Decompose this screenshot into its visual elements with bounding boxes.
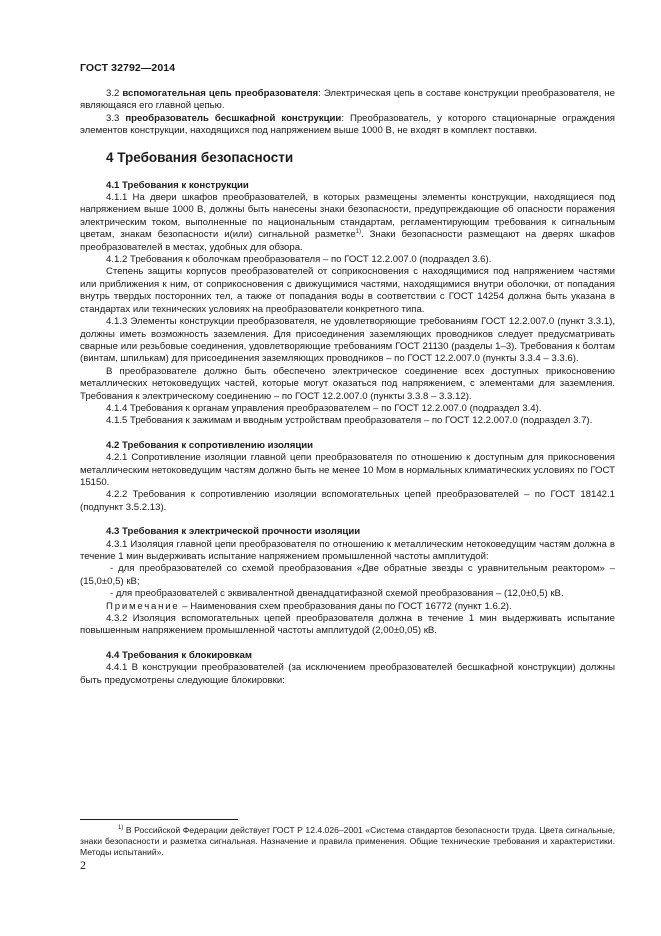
note [80, 601, 615, 613]
list-item: - для преобразователей с эквивалентной двенадцатифазной схемой преобразования – (12,0±0,5) кВ. [110, 588, 564, 600]
clause-text: 4.1.1 На двери шкафов преобразователей, в которых размещены элементы конструкции, находящиеся под напряжением выше 1000 В, должны быть нанесены знаки безопасности, предупреждающие об опасности поражения электрическим током, выполненные по национальным стандартам, регламентирующим требования к сигнальным цветам, знакам безопасности и(или) сигнальной разметке [80, 192, 615, 241]
subsection-heading: 4.4 Требования к блокировкам [106, 649, 252, 661]
document-header: ГОСТ 32792—2014 [80, 62, 176, 74]
footnote-text: В Российской Федерации действует ГОСТ Р 12.4.026–2001 «Система стандартов безопасности труда. Цвета сигнальные, знаки безопасности и разметка сигнальная. Назначение и правила применения. Общие технические требования и характеристики. Методы испытаний». [80, 825, 615, 858]
clause-4-1-3-continued: В преобразователе должно быть обеспечено электрическое соединение всех доступных прикосновению металлических нетоковедущих частей, которые могут оказаться под напряжением, с элементами для заземления. Требования к электрическому соединению – по ГОСТ 12.2.007.0 (пункты 3.3.8 – 3.3.12). [80, 365, 615, 402]
note-label: Примечание [106, 600, 180, 612]
clause-4-2-2: 4.2.2 Требования к сопротивлению изоляции вспомогательных цепей преобразователей – по ГОСТ 18142.1 (подпункт 3.5.2.13). [80, 489, 615, 513]
footnote-marker: 1) [118, 825, 124, 831]
list-item: - для преобразователей со схемой преобразования «Две обратные звезды с уравнительным реактором» – (15,0±0,5) кВ; [80, 563, 615, 587]
footnote [80, 825, 615, 859]
page-body [80, 88, 615, 687]
clause-4-1-3: 4.1.3 Элементы конструкции преобразователя, не удовлетворяющие требованиям ГОСТ 12.2.007.0 (пункт 3.3.1), должны иметь возможность заземления. Для присоединения заземляющих проводников следует предусматривать сварные или резьбовые соединения, удовлетворяющие требованиям ГОСТ 21130 (разделы 1–3). Требования к болтам (винтам, шпилькам) для присоединения заземляющих проводников – по ГОСТ 12.2.007.0 (пункты 3.3.4 – 3.3.6). [80, 316, 615, 365]
clause-4-3-2: 4.3.2 Изоляция вспомогательных цепей преобразователя должна в течение 1 мин выдерживать испытание повышенным напряжением промышленной частоты амплитудой (2,00±0,05) кВ. [80, 613, 615, 637]
clause-4-4-1: 4.4.1 В конструкции преобразователей (за исключением преобразователей бесшкафной конструкции) должны быть предусмотрены следующие блокировки: [80, 662, 615, 686]
footnote-divider [80, 819, 238, 820]
clause-number: 3.2 [106, 88, 120, 99]
clause-number: 3.3 [106, 112, 120, 124]
footnote-reference[interactable]: 1) [355, 229, 361, 236]
subsection-heading: 4.2 Требования к сопротивлению изоляции [106, 439, 314, 451]
subsection-heading: 4.1 Требования к конструкции [106, 179, 249, 191]
clause-4-3-1: 4.3.1 Изоляция главной цепи преобразователя по отношению к металлическим нетоковедущим частям должна в течение 1 мин выдерживать испытание напряжением промышленной частоты амплитудой: [80, 538, 615, 562]
note-text: – Наименования схем преобразования даны по ГОСТ 16772 (пункт 1.6.2). [179, 600, 512, 612]
definition: : Электрическая цепь в составе конструкции преобразователя, не являющаяся его главной цепью. [80, 88, 615, 112]
clause-3-3 [80, 113, 615, 138]
clause-4-2-1: 4.2.1 Сопротивление изоляции главной цепи преобразователя по отношению к доступным для прикосновения металлическим нетоковедущим частям должно быть не менее 10 Мом в нормальных климатических условиях по ГОСТ 15150. [80, 452, 615, 488]
term: преобразователь бесшкафной конструкции [125, 112, 342, 124]
definition: : Преобразователь, у которого стационарные ограждения элементов конструкции, находящихся под напряжением выше 1000 В, не входят в комплект поставки. [80, 112, 616, 137]
clause-4-1-2: 4.1.2 Требования к оболочкам преобразователя – по ГОСТ 12.2.007.0 (подраздел 3.6). [106, 254, 492, 266]
clause-3-2 [80, 88, 615, 113]
subsection-heading: 4.3 Требования к электрической прочности изоляции [106, 526, 361, 538]
clause-4-1-1 [80, 192, 615, 254]
clause-4-1-4: 4.1.4 Требования к органам управления преобразователем – по ГОСТ 12.2.007.0 (подраздел 3.4). [106, 402, 542, 414]
page-number: 2 [80, 858, 86, 872]
clause-4-1-5: 4.1.5 Требования к зажимам и вводным устройствам преобразователя – по ГОСТ 12.2.007.0 (подраздел 3.7). [106, 415, 593, 427]
clause-4-1-2-continued: Степень защиты корпусов преобразователей от соприкосновения с находящимися под напряжением частями или приближения к ним, от соприкосновения с движущимися частями, находящимися внутри оболочки, от попадания внутрь твердых посторонних тел, а также от попадания воды в соответствии с ГОСТ 14254 должна быть указана в стандартах или технических условиях на преобразователи конкретного типа. [80, 266, 615, 315]
term: вспомогательная цепь преобразователя [122, 88, 319, 99]
clause-text-continued: . Знаки безопасности размещают на дверях шкафов преобразователей в местах, удобных для обзора. [80, 229, 615, 253]
section-heading: 4 Требования безопасности [106, 149, 294, 165]
